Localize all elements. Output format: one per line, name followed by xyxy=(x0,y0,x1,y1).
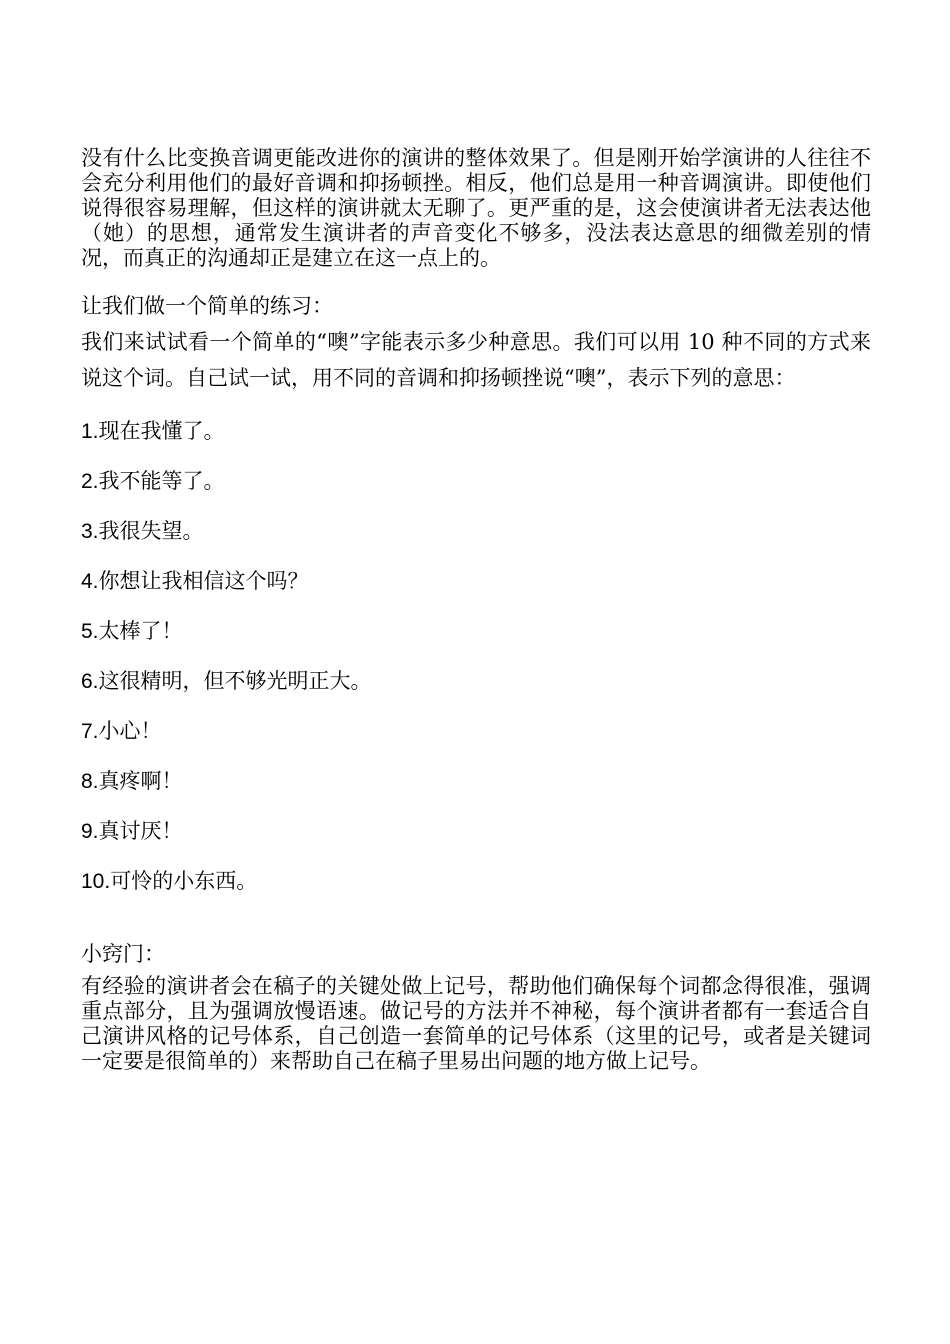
exercise-heading: 让我们做一个简单的练习： xyxy=(81,294,333,318)
document-body xyxy=(81,146,871,1074)
tip-paragraph: 有经验的演讲者会在稿子的关键处做上记号，帮助他们确保每个词都念得很准，强调重点部分，且为强调放慢语速。做记号的方法并不神秘，每个演讲者都有一套适合自己演讲风格的记号体系，自己创造一套简单的记号体系（这里的记号，或者是关键词一定要是很简单的）来帮助自己在稿子里易出问题的地方做上记号。 xyxy=(81,974,871,1073)
list-item: 6.这很精明，但不够光明正大。 xyxy=(81,669,372,693)
list-item: 7.小心！ xyxy=(81,719,162,743)
list-item: 3.我很失望。 xyxy=(81,519,204,543)
list-item: 4.你想让我相信这个吗？ xyxy=(81,569,309,593)
tip-heading: 小窍门： xyxy=(81,942,165,966)
list-item: 2.我不能等了。 xyxy=(81,469,225,493)
list-item: 5.太棒了！ xyxy=(81,619,183,643)
list-item: 10.可怜的小东西。 xyxy=(81,869,258,893)
meaning-list xyxy=(81,416,871,896)
list-item: 8.真疼啊！ xyxy=(81,769,183,793)
exercise-instruction: 我们来试试看一个简单的“噢”字能表示多少种意思。我们可以用 10 种不同的方式来说这个词。自己试一试，用不同的音调和抑扬顿挫说“噢”，表示下列的意思： xyxy=(81,330,871,390)
list-item: 1.现在我懂了。 xyxy=(81,419,225,443)
intro-paragraph: 没有什么比变换音调更能改进你的演讲的整体效果了。但是刚开始学演讲的人往往不会充分利用他们的最好音调和抑扬顿挫。相反，他们总是用一种音调演讲。即使他们说得很容易理解，但这样的演讲就太无聊了。更严重的是，这会使演讲者无法表达他（她）的思想，通常发生演讲者的声音变化不够多，没法表达意思的细微差别的情况，而真正的沟通却正是建立在这一点上的。 xyxy=(81,146,871,270)
list-item: 9.真讨厌！ xyxy=(81,819,183,843)
